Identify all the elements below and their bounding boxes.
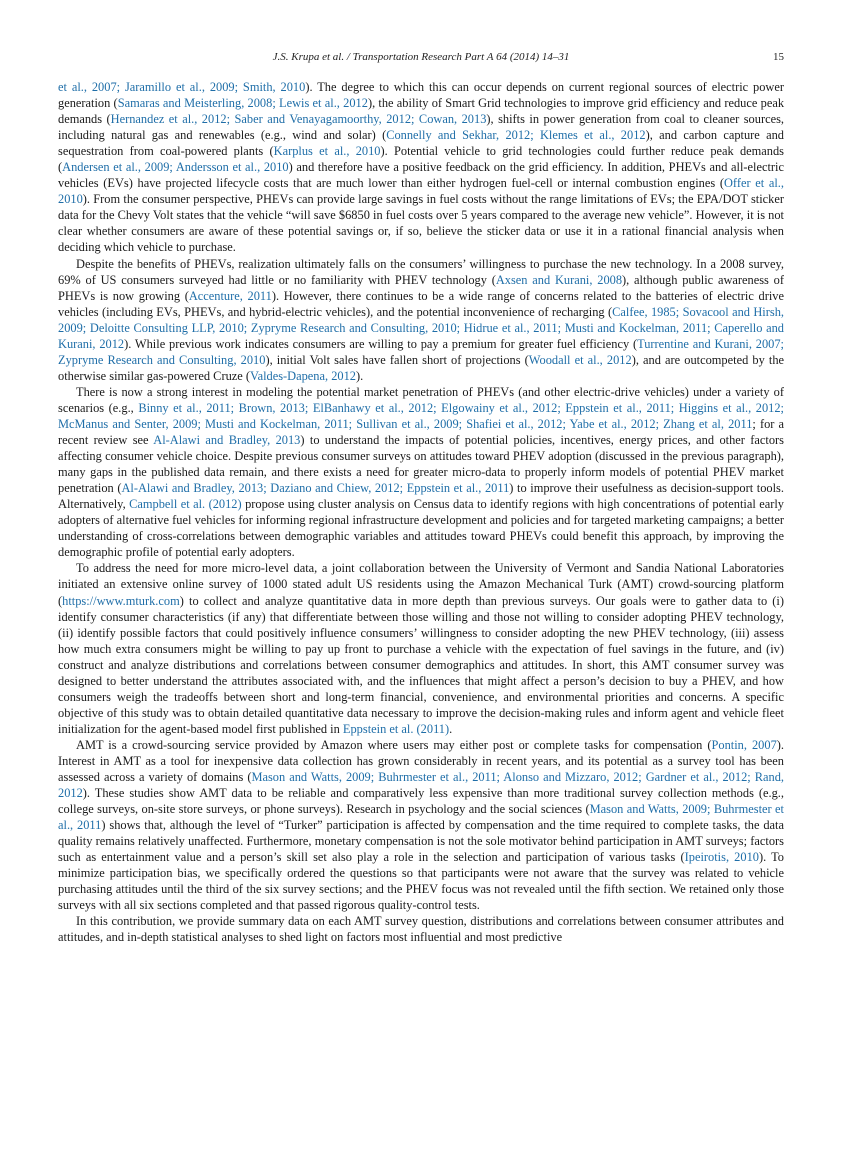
citation-link[interactable]: Woodall et al., 2012: [528, 352, 632, 367]
text-run: ; for a recent review see: [58, 416, 784, 448]
text-run: Despite the benefits of PHEVs, realization ultimately falls on the consumers’ willingness to purchase the new technology. In a 2008 survey, 69% of US consumers surveyed had little or no familiarity with PHEV technology (: [58, 256, 784, 287]
text-run: ), the ability of Smart Grid technologies to improve grid efficiency and reduce peak demands (: [58, 96, 785, 127]
text-run: ), although public awareness of PHEVs is now growing (: [58, 272, 784, 303]
citation-link[interactable]: Al-Alawi and Bradley, 2013: [153, 433, 301, 448]
text-run: ), and carbon capture and sequestration from coal-powered plants (: [58, 128, 784, 159]
text-run: ). To minimize participation bias, we specifically ordered the questions so that participants were not aware that the survey was related to vehicle purchasing attitudes until the third of the six survey sections; and the PHEV focus was not revealed until the fifth section. We retained only those surveys with all six sections completed and that passed rigorous quality-control tests.: [58, 850, 784, 913]
text-run: ). The degree to which this can occur depends on current regional sources of electric power generation (: [58, 80, 785, 111]
text-run: .: [449, 721, 453, 736]
citation-link[interactable]: Offer et al., 2010: [58, 176, 784, 207]
text-run: ) to collect and analyze quantitative data in more depth than previous surveys. Our goals were to gather data to (i) identify consumer characteristics (if any) that differentiate between those willing and those not willing to consider adopting PHEV technology, (ii) identify possible factors that could positively influence consumers’ willingness to consider adopting the new PHEV technology, (iii) assess how much extra consumers might be willing to pay up front to purchase a vehicle with the expectation of fuel savings in the future, and (iv) construct and analyze distributions and correlations between consumer demographics and attitudes. In short, this AMT consumer survey was designed to better understand the attributes associated with, and the influences that might affect a person’s decision to buy a PHEV, and how consumers weigh the tradeoffs between short and long-term financial, convenience, and environmental priorities and concerns. A specific objective of this study was to obtain detailed quantitative data necessary to improve the decision-making rules and inform agent and vehicle fleet initialization for the agent-based model first published in: [58, 593, 784, 736]
text-run: To address the need for more micro-level data, a joint collaboration between the University of Vermont and Sandia National Laboratories initiated an extensive online survey of 1000 stated adult US residents using the Amazon Mechanical Turk (AMT) crowd-sourcing platform (: [58, 561, 784, 608]
paragraph: [58, 737, 784, 914]
paragraph: [58, 79, 784, 256]
paragraph: [58, 560, 784, 737]
citation-link[interactable]: Campbell et al. (2012): [129, 497, 242, 512]
citation-link[interactable]: https://www.mturk.com: [62, 593, 180, 608]
citation-link[interactable]: Mason and Watts, 2009; Buhrmester et al., 2011: [58, 802, 784, 833]
citation-link[interactable]: Al-Alawi and Bradley, 2013; Daziano and Chiew, 2012; Eppstein et al., 2011: [121, 481, 510, 496]
text-run: ). From the consumer perspective, PHEVs can provide large savings in fuel costs without the range limitations of EVs; the EPA/DOT sticker data for the Chevy Volt states that the vehicle “will save $6850 in fuel costs over 5 years compared to the average new vehicle”. However, it is not clear whether consumers are aware of these potential savings or, if so, believe the sticker data or use it in a rational financial analysis when deciding which vehicle to purchase.: [58, 192, 784, 255]
citation-link[interactable]: Accenture, 2011: [188, 288, 272, 303]
text-run: propose using cluster analysis on Census data to identify regions with high concentrations of potential early adopters of alternative fuel vehicles for informing regional infrastructure development and policies and for targeted marketing campaigns; a better understanding of cross-correlations between demographic variables and attitudes toward PHEVs could benefit this approach, by improving the demographic profile of potential early adopters.: [58, 497, 784, 560]
citation-link[interactable]: Eppstein et al. (2011): [342, 721, 450, 736]
page-number: 15: [773, 51, 784, 63]
paragraph: [58, 913, 784, 945]
citation-link[interactable]: Axsen and Kurani, 2008: [495, 272, 623, 287]
text-run: ) to understand the impacts of potential policies, incentives, energy prices, and other factors affecting consumer vehicle choice. Despite previous consumer surveys on attitudes toward PHEV adoption (discussed in the previous paragraph), many gaps in the published data remain, and there exists a need for greater micro-data to properly inform models of potential PHEV market penetration (: [58, 433, 784, 496]
citation-link[interactable]: Pontin, 2007: [711, 737, 777, 752]
text-run: In this contribution, we provide summary data on each AMT survey question, distributions and correlations between consumer attributes and attitudes, and in-depth statistical analyses to shed light on factors most influential and most predictive: [58, 914, 784, 945]
text-run: ). However, there continues to be a wide range of concerns related to the batteries of electric drive vehicles (including EVs, PHEVs, and hybrid-electric vehicles), and the potential inconvenience of recharging (: [58, 288, 784, 319]
citation-link[interactable]: Ipeirotis, 2010: [684, 850, 759, 865]
citation-link[interactable]: Valdes-Dapena, 2012: [250, 368, 356, 383]
text-run: ). These studies show AMT data to be reliable and comparatively less expensive than more traditional survey collection methods (e.g., college surveys, on-site store surveys, or phone surveys). Research in psychology and the social sciences (: [58, 786, 784, 817]
paragraph: [58, 384, 784, 561]
text-run: AMT is a crowd-sourcing service provided by Amazon where users may either post or complete tasks for compensation (: [76, 737, 712, 752]
article-body: [58, 79, 784, 946]
text-run: ) to improve their usefulness as decision-support tools. Alternatively,: [58, 481, 784, 512]
text-run: ) and therefore have a positive feedback on the grid efficiency. In addition, PHEVs and all-electric vehicles (EVs) have projected lifecycle costs that are much lower than either hydrogen fuel-cell or internal combustion engines (: [58, 160, 784, 191]
citation-link[interactable]: Binny et al., 2011; Brown, 2013; ElBanhawy et al., 2012; Elgowainy et al., 2012; Eppstein et al., 2011; Higgins et al., 2012; McManus and Senter, 2009; Musti and Kockelman, 2011; Sullivan et al., 2009; Shafiei et al., 2012; Yabe et al., 2012; Zhang et al, 2011: [58, 400, 784, 431]
citation-link[interactable]: Andersen et al., 2009; Andersson et al., 2010: [62, 160, 289, 175]
running-title: J.S. Krupa et al. / Transportation Research Part A 64 (2014) 14–31: [272, 51, 570, 63]
paragraph: [58, 256, 784, 384]
citation-link[interactable]: Mason and Watts, 2009; Buhrmester et al., 2011; Alonso and Mizzaro, 2012; Gardner et al., 2012; Rand, 2012: [58, 770, 784, 801]
text-run: ). Interest in AMT as a tool for inexpensive data collection has grown considerably in recent years, and its potential as a survey tool has been assessed across a variety of domains (: [58, 737, 784, 785]
citation-link[interactable]: Samaras and Meisterling, 2008; Lewis et al., 2012: [117, 96, 368, 111]
text-run: ), shifts in power generation from coal to cleaner sources, including natural gas and renewables (e.g., wind and solar) (: [58, 112, 784, 143]
citation-link[interactable]: Turrentine and Kurani, 2007; Zypryme Research and Consulting, 2010: [58, 336, 784, 367]
text-run: ). While previous work indicates consumers are willing to pay a premium for greater fuel efficiency (: [124, 336, 638, 351]
text-run: ), and are outcompeted by the otherwise similar gas-powered Cruze (: [58, 352, 785, 383]
running-header: [58, 51, 784, 67]
text-run: ).: [355, 368, 364, 383]
citation-link[interactable]: et al., 2007; Jaramillo et al., 2009; Smith, 2010: [58, 80, 306, 94]
text-run: ), initial Volt sales have fallen short of projections (: [265, 352, 529, 367]
citation-link[interactable]: Connelly and Sekhar, 2012; Klemes et al., 2012: [386, 128, 646, 143]
text-run: ) shows that, although the level of “Turker” participation is affected by compensation and the time required to complete tasks, the data quality remains relatively unaffected. Furthermore, monetary compensation is not the sole motivator behind participation in AMT surveys; factors such as entertainment value and a person’s skill set also play a role in the selection and participation of various tasks (: [58, 818, 784, 865]
citation-link[interactable]: Karplus et al., 2010: [273, 144, 381, 159]
text-run: ). Potential vehicle to grid technologies could further reduce peak demands (: [58, 144, 785, 175]
citation-link[interactable]: Hernandez et al., 2012; Saber and Venayagamoorthy, 2012; Cowan, 2013: [110, 112, 487, 127]
citation-link[interactable]: Calfee, 1985; Sovacool and Hirsh, 2009; Deloitte Consulting LLP, 2010; Zypryme Research and Consulting, 2010; Hidrue et al., 2011; Musti and Kockelman, 2011; Caperello and Kurani, 2012: [58, 304, 784, 351]
text-run: There is now a strong interest in modeling the potential market penetration of PHEVs (and other electric-drive vehicles) under a variety of scenarios (e.g.,: [58, 384, 784, 415]
